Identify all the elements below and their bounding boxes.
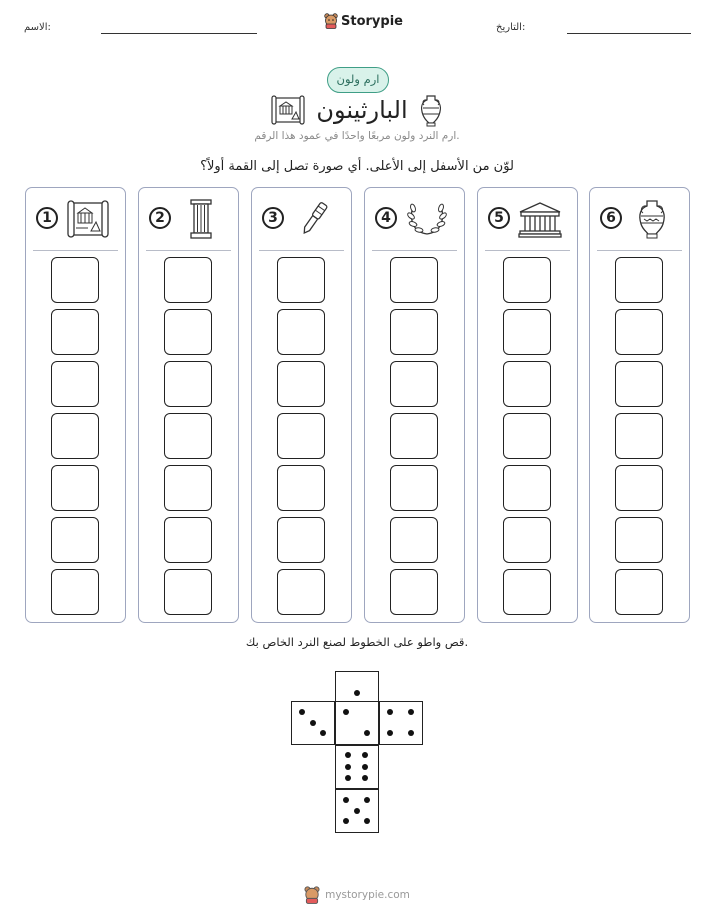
die-face [335,701,379,745]
column-1 [25,187,126,623]
column-6 [589,187,690,623]
color-square[interactable] [51,517,99,563]
die-pip [364,818,370,824]
name-label: الاسم: [24,22,51,33]
die-pip [362,775,368,781]
column-number: 1 [36,207,58,229]
color-square[interactable] [277,361,325,407]
column-3 [251,187,352,623]
color-square[interactable] [164,309,212,355]
column-2 [138,187,239,623]
color-square[interactable] [615,569,663,615]
color-square[interactable] [277,413,325,459]
column-divider [259,250,344,251]
date-label: التاريخ: [496,22,526,33]
color-square[interactable] [615,465,663,511]
column-header [365,198,464,240]
column-5 [477,187,578,623]
amphora-icon [418,93,444,127]
die-pip [345,752,351,758]
die-pip [354,808,360,814]
column-icon [179,198,223,240]
amphora-icon [630,198,674,240]
color-square[interactable] [503,517,551,563]
temple-icon [518,198,562,240]
color-square[interactable] [390,517,438,563]
color-square[interactable] [51,361,99,407]
die-pip [299,709,305,715]
column-4 [364,187,465,623]
color-square[interactable] [390,309,438,355]
blueprint-icon [270,94,306,126]
footer-url[interactable]: mystorypie.com [325,889,410,901]
die-face [335,745,379,789]
die-pip [364,797,370,803]
roll-and-color-badge: ارم ولون [327,67,389,93]
column-divider [485,250,570,251]
color-square[interactable] [503,361,551,407]
die-pip [362,764,368,770]
color-square[interactable] [615,517,663,563]
column-number: 3 [262,207,284,229]
die-pip [364,730,370,736]
die-pip [408,730,414,736]
name-line[interactable] [101,33,257,34]
color-square[interactable] [277,465,325,511]
color-square[interactable] [164,361,212,407]
die-pip [408,709,414,715]
color-square[interactable] [164,517,212,563]
color-square[interactable] [390,569,438,615]
color-square[interactable] [164,413,212,459]
color-square[interactable] [164,465,212,511]
color-square[interactable] [277,517,325,563]
color-square[interactable] [503,465,551,511]
column-number: 2 [149,207,171,229]
color-square[interactable] [277,257,325,303]
column-number: 5 [488,207,510,229]
color-square[interactable] [277,569,325,615]
die-pip [387,730,393,736]
instruction: لوّن من الأسفل إلى الأعلى. أي صورة تصل إلى القمة أولاً؟ [200,159,514,174]
color-square[interactable] [277,309,325,355]
storypie-logo [324,13,403,29]
column-header [590,198,689,240]
die-pip [310,720,316,726]
color-square[interactable] [503,257,551,303]
color-square[interactable] [390,413,438,459]
blueprint-icon [66,198,110,240]
logo-text: Storypie [341,13,403,29]
color-square[interactable] [390,257,438,303]
die-face [291,701,335,745]
die-pip [320,730,326,736]
color-square[interactable] [615,413,663,459]
die-pip [343,797,349,803]
color-square[interactable] [503,413,551,459]
die-pip [362,752,368,758]
die-face [379,701,423,745]
page-title [0,93,714,132]
color-square[interactable] [615,361,663,407]
column-header [478,198,577,240]
column-divider [597,250,682,251]
color-square[interactable] [390,465,438,511]
color-square[interactable] [51,309,99,355]
color-square[interactable] [51,465,99,511]
color-square[interactable] [164,569,212,615]
bear-icon [324,13,338,29]
column-divider [33,250,118,251]
color-square[interactable] [615,309,663,355]
footer [0,886,714,904]
cut-instruction: قص واطو على الخطوط لصنع النرد الخاص بك. [245,635,469,649]
color-square[interactable] [503,309,551,355]
column-divider [372,250,457,251]
die-pip [343,818,349,824]
date-line[interactable] [567,33,691,34]
color-square[interactable] [615,257,663,303]
bear-icon [304,886,320,904]
column-number: 4 [375,207,397,229]
subtitle: ارم النرد ولون مربعًا واحدًا في عمود هذا الرقم. [254,130,460,142]
column-header [139,198,238,240]
color-square[interactable] [51,257,99,303]
laurel-wreath-icon [405,198,449,240]
column-divider [146,250,231,251]
color-square[interactable] [51,569,99,615]
die-pip [345,764,351,770]
color-square[interactable] [51,413,99,459]
die-pip [387,709,393,715]
chisel-icon [292,198,336,240]
column-header [26,198,125,240]
die-pip [343,709,349,715]
color-square[interactable] [503,569,551,615]
die-pip [354,690,360,696]
column-header [252,198,351,240]
color-square[interactable] [390,361,438,407]
title-text: البارثينون [316,96,408,124]
color-square[interactable] [164,257,212,303]
column-number: 6 [600,207,622,229]
die-face [335,789,379,833]
die-pip [345,775,351,781]
